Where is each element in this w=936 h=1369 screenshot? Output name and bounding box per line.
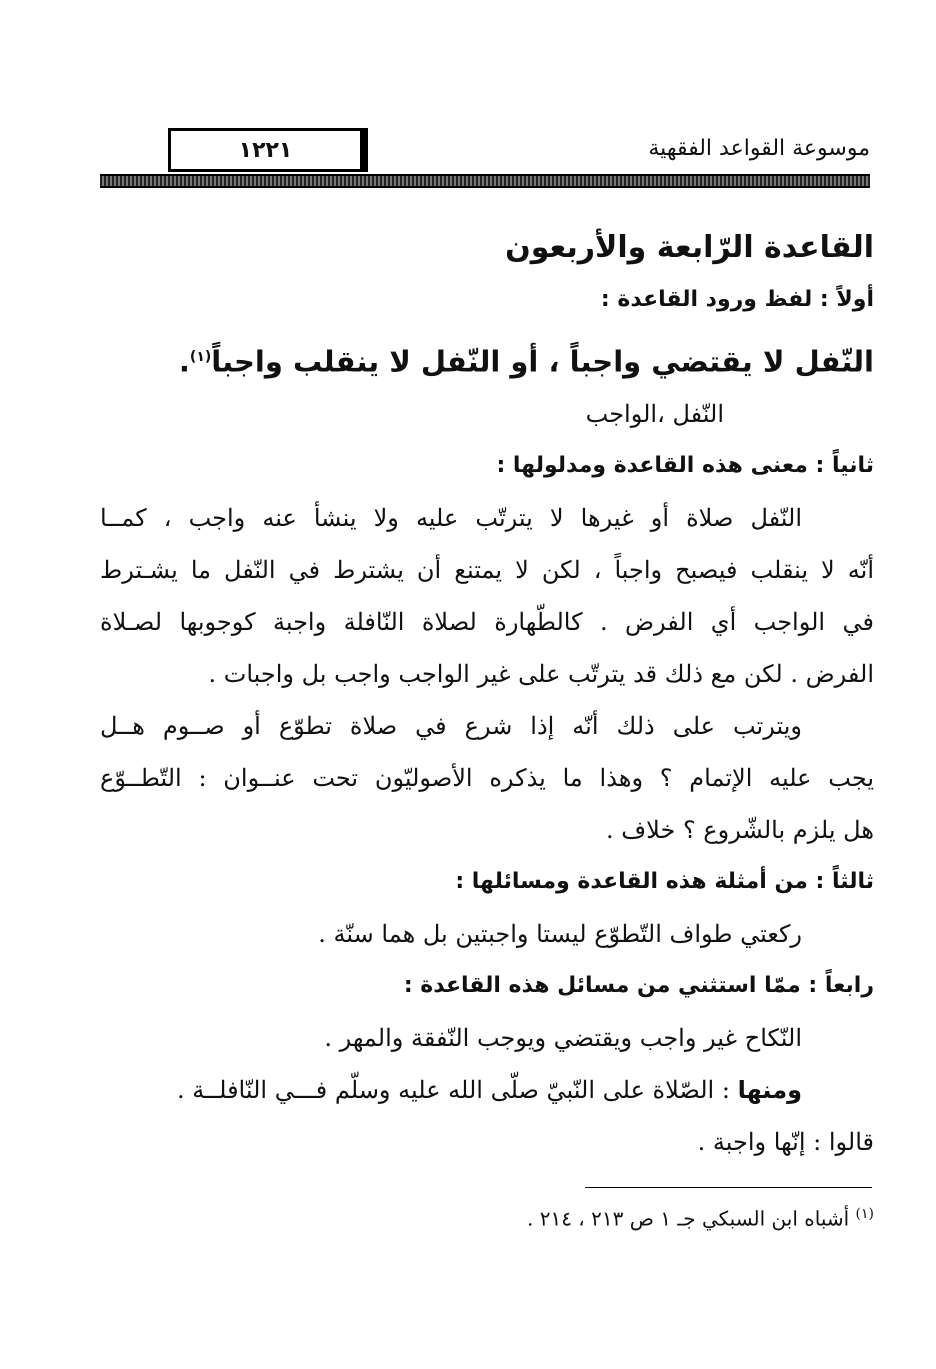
section-heading-4: رابعاً : ممّا استثني من مسائل هذه القاعدة : [403,973,874,998]
page-header [100,118,870,190]
paragraph-line: ويترتب على ذلك أنّه إذا شرع في صلاة تطوّع أو صــوم هــل [100,712,802,740]
section-heading-3: ثالثاً : من أمثلة هذه القاعدة ومسائلها : [455,869,874,894]
paragraph-line: يجب عليه الإتمام ؟ وهذا ما يذكره الأصوليّون تحت عنــوان : التّطــوّع [100,764,874,792]
page-number-box [168,128,368,172]
exception-text: : الصّلاة على النّبيّ صلّى الله عليه وسلّم فـــي النّافلــة . [176,1076,738,1104]
section-heading-1: أولاً : لفظ ورود القاعدة : [600,287,874,312]
page-number: ١٢٢١ [238,137,293,163]
rule-statement-end: . [178,344,190,379]
footnote-ref: (١) [189,349,212,365]
paragraph-line: أنّه لا ينقلب فيصبح واجباً ، لكن لا يمتنع أن يشترط في النّفل ما يشـترط [100,556,874,584]
footnote-marker: (١) [855,1206,874,1222]
rule-statement-text: النّفل لا يقتضي واجباً ، أو النّفل لا ينقلب واجباً [211,344,874,379]
exception-line [100,1064,874,1116]
running-title: موسوعة القواعد الفقهية [648,136,870,161]
exception-line: النّكاح غير واجب ويقتضي ويوجب النّفقة والمهر . [324,1024,802,1052]
main-content [100,222,874,1168]
paragraph-line: في الواجب أي الفرض . كالطّهارة لصلاة النّافلة واجبة كوجوبها لصـلاة [100,608,874,636]
exception-lead: ومنها [737,1076,802,1104]
keywords-line: النّفل ،الواجب [585,400,724,428]
paragraph-line: هل يلزم بالشّروع ؟ خلاف . [606,816,874,844]
paragraph-line: الفرض . لكن مع ذلك قد يترتّب على غير الواجب واجب بل واجبات . [208,660,874,688]
paragraph-line: النّفل صلاة أو غيرها لا يترتّب عليه ولا ينشأ عنه واجب ، كمــا [100,504,802,532]
example-line: ركعتي طواف التّطوّع ليستا واجبتين بل هما سنّة . [318,920,802,948]
footnote-divider [585,1187,872,1188]
rule-statement [100,326,874,388]
rule-title: القاعدة الرّابعة والأربعون [505,230,874,265]
exception-line: قالوا : إنّها واجبة . [697,1128,874,1156]
footnote-text: أشباه ابن السبكي جـ ١ ص ٢١٣ ، ٢١٤ . [526,1206,850,1231]
section-heading-2: ثانياً : معنى هذه القاعدة ومدلولها : [496,453,874,478]
footnote [100,1206,874,1231]
header-rule [100,174,870,188]
